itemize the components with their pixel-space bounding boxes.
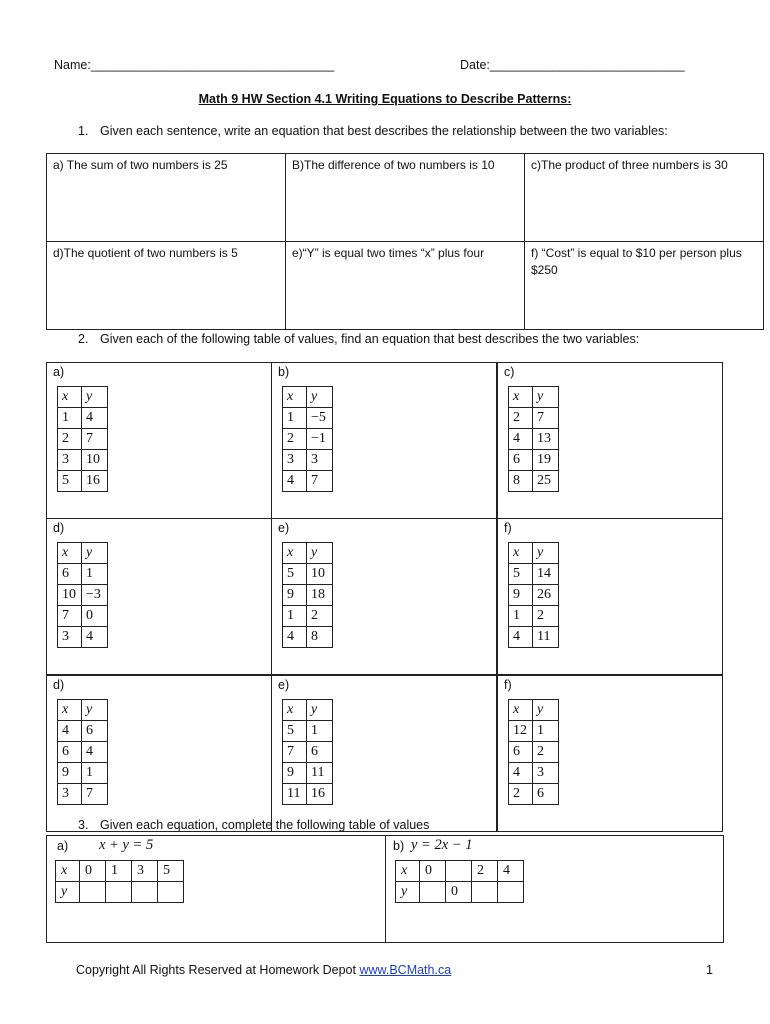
y-value: 2 <box>533 742 559 763</box>
q3b-y-cell <box>498 882 524 903</box>
y-value: 0 <box>82 606 108 627</box>
y-value: 25 <box>533 471 559 492</box>
y-value: 7 <box>82 429 108 450</box>
y-value: −3 <box>82 585 108 606</box>
q3a-x-label: x <box>56 861 80 882</box>
x-value: 2 <box>509 408 533 429</box>
q2-cell <box>46 362 272 519</box>
x-value: 1 <box>509 606 533 627</box>
x-value: 4 <box>509 627 533 648</box>
y-header: y <box>82 543 108 564</box>
q3b-x-cell: 4 <box>498 861 524 882</box>
q1-cell-c: c)The product of three numbers is 30 <box>525 154 764 242</box>
x-value: 1 <box>283 606 307 627</box>
q3a-x-cell: 3 <box>132 861 158 882</box>
x-value: 11 <box>283 784 307 805</box>
y-value: 3 <box>307 450 333 471</box>
x-value: 4 <box>509 763 533 784</box>
x-value: 6 <box>58 564 82 585</box>
q3b-y-cell <box>420 882 446 903</box>
q1-number: 1. <box>78 124 89 138</box>
q3a-label: a) <box>57 839 69 853</box>
q3a-y-label: y <box>56 882 80 903</box>
x-value: 4 <box>509 429 533 450</box>
x-value: 12 <box>509 721 533 742</box>
x-header: x <box>58 700 82 721</box>
q3b-table <box>395 860 524 903</box>
q2-table-label: a) <box>53 365 65 379</box>
q3-number: 3. <box>78 818 89 832</box>
x-header: x <box>509 387 533 408</box>
q3-prompt: Given each equation, complete the following table of values <box>100 818 430 832</box>
y-value: 4 <box>82 627 108 648</box>
page-title: Math 9 HW Section 4.1 Writing Equations to Describe Patterns: <box>198 92 572 106</box>
q3a-x-cell: 1 <box>106 861 132 882</box>
q3-divider <box>385 836 386 942</box>
y-value: 1 <box>307 721 333 742</box>
y-header: y <box>307 387 333 408</box>
x-value: 9 <box>58 763 82 784</box>
y-value: 4 <box>82 408 108 429</box>
y-value: 1 <box>82 564 108 585</box>
q2-table-label: b) <box>278 365 290 379</box>
footer <box>76 963 451 977</box>
name-field <box>54 58 334 72</box>
x-header: x <box>58 387 82 408</box>
q3a-equation: x + y = 5 <box>99 837 154 853</box>
x-value: 3 <box>58 784 82 805</box>
q3b-x-cell: 0 <box>420 861 446 882</box>
x-value: 8 <box>509 471 533 492</box>
x-value: 5 <box>283 721 307 742</box>
q2-number: 2. <box>78 332 89 346</box>
name-line: ___________________________________ <box>90 58 335 72</box>
y-header: y <box>533 543 559 564</box>
q2-cell <box>46 518 272 675</box>
y-value: −1 <box>307 429 333 450</box>
y-value: 4 <box>82 742 108 763</box>
q3a-x-cell: 0 <box>80 861 106 882</box>
q1-cell-f: f) “Cost” is equal to $10 per person plus $250 <box>525 242 764 330</box>
q2-cell <box>271 362 497 519</box>
q2-value-table <box>508 386 559 492</box>
y-value: 1 <box>533 721 559 742</box>
q2-value-table <box>57 699 108 805</box>
y-value: 19 <box>533 450 559 471</box>
q3b-x-cell <box>446 861 472 882</box>
x-value: 4 <box>283 471 307 492</box>
q2-value-table <box>57 542 108 648</box>
x-header: x <box>509 543 533 564</box>
q2-prompt: Given each of the following table of values, find an equation that best describes the two variables: <box>100 332 640 346</box>
y-value: 7 <box>533 408 559 429</box>
q2-table-label: e) <box>278 521 290 535</box>
x-value: 10 <box>58 585 82 606</box>
q3b-equation: y = 2x − 1 <box>411 837 473 853</box>
x-value: 6 <box>58 742 82 763</box>
q3b-x-label: x <box>396 861 420 882</box>
y-value: 11 <box>533 627 559 648</box>
y-value: 6 <box>82 721 108 742</box>
y-header: y <box>533 387 559 408</box>
y-value: 2 <box>307 606 333 627</box>
q2-grid <box>46 362 724 832</box>
q3b-x-cell: 2 <box>472 861 498 882</box>
x-value: 3 <box>283 450 307 471</box>
y-header: y <box>307 543 333 564</box>
y-value: 14 <box>533 564 559 585</box>
date-line: ____________________________ <box>489 58 685 72</box>
y-value: 1 <box>82 763 108 784</box>
x-value: 1 <box>58 408 82 429</box>
q3a-y-cell <box>106 882 132 903</box>
q2-value-table <box>508 699 559 805</box>
x-value: 9 <box>283 763 307 784</box>
q2-value-table <box>282 699 333 805</box>
y-value: 6 <box>307 742 333 763</box>
y-value: 7 <box>307 471 333 492</box>
x-header: x <box>283 700 307 721</box>
q2-cell <box>271 675 497 832</box>
q2-cell <box>497 362 723 519</box>
q2-table-label: f) <box>504 678 512 692</box>
x-value: 9 <box>283 585 307 606</box>
footer-copyright: Copyright All Rights Reserved at Homework Depot <box>76 963 356 977</box>
x-value: 3 <box>58 627 82 648</box>
x-value: 7 <box>58 606 82 627</box>
y-value: 16 <box>307 784 333 805</box>
q3a-x-cell: 5 <box>158 861 184 882</box>
y-value: 3 <box>533 763 559 784</box>
x-value: 3 <box>58 450 82 471</box>
q2-cell <box>497 675 723 832</box>
date-label: Date: <box>460 58 490 72</box>
y-header: y <box>307 700 333 721</box>
x-value: 4 <box>283 627 307 648</box>
x-value: 9 <box>509 585 533 606</box>
q3b-label: b) <box>393 839 405 853</box>
x-value: 5 <box>58 471 82 492</box>
date-field <box>460 58 685 72</box>
q3-box <box>46 835 724 943</box>
y-value: 2 <box>533 606 559 627</box>
x-value: 5 <box>283 564 307 585</box>
q3a-y-cell <box>132 882 158 903</box>
q2-table-label: f) <box>504 521 512 535</box>
x-value: 5 <box>509 564 533 585</box>
x-value: 7 <box>283 742 307 763</box>
q2-cell <box>497 518 723 675</box>
x-value: 6 <box>509 742 533 763</box>
q2-table-label: e) <box>278 678 290 692</box>
y-value: 10 <box>307 564 333 585</box>
q3b-y-cell: 0 <box>446 882 472 903</box>
x-value: 4 <box>58 721 82 742</box>
q2-table-label: d) <box>53 521 65 535</box>
x-value: 1 <box>283 408 307 429</box>
q1-cell-d: d)The quotient of two numbers is 5 <box>47 242 286 330</box>
q3b-y-cell <box>472 882 498 903</box>
q2-cell <box>46 675 272 832</box>
x-value: 2 <box>58 429 82 450</box>
q2-value-table <box>508 542 559 648</box>
y-value: 26 <box>533 585 559 606</box>
q3a-y-cell <box>158 882 184 903</box>
y-value: −5 <box>307 408 333 429</box>
q1-prompt: Given each sentence, write an equation that best describes the relationship between the two variables: <box>100 124 668 138</box>
x-header: x <box>283 543 307 564</box>
q2-value-table <box>57 386 108 492</box>
x-header: x <box>509 700 533 721</box>
y-value: 18 <box>307 585 333 606</box>
x-header: x <box>58 543 82 564</box>
q1-cell-b: B)The difference of two numbers is 10 <box>286 154 525 242</box>
y-value: 8 <box>307 627 333 648</box>
y-value: 11 <box>307 763 333 784</box>
page-number: 1 <box>706 963 713 977</box>
y-value: 7 <box>82 784 108 805</box>
q2-value-table <box>282 386 333 492</box>
x-value: 6 <box>509 450 533 471</box>
q1-cell-e: e)“Y” is equal two times “x” plus four <box>286 242 525 330</box>
y-value: 13 <box>533 429 559 450</box>
y-value: 16 <box>82 471 108 492</box>
y-header: y <box>82 387 108 408</box>
y-header: y <box>82 700 108 721</box>
q2-cell <box>271 518 497 675</box>
y-value: 10 <box>82 450 108 471</box>
q3a-table <box>55 860 184 903</box>
y-value: 6 <box>533 784 559 805</box>
q2-table-label: d) <box>53 678 65 692</box>
q3b-y-label: y <box>396 882 420 903</box>
x-value: 2 <box>509 784 533 805</box>
y-header: y <box>533 700 559 721</box>
q2-table-label: c) <box>504 365 515 379</box>
q3a-y-cell <box>80 882 106 903</box>
x-header: x <box>283 387 307 408</box>
x-value: 2 <box>283 429 307 450</box>
q1-table <box>46 153 764 330</box>
q2-value-table <box>282 542 333 648</box>
footer-link[interactable]: www.BCMath.ca <box>359 963 452 977</box>
name-label: Name: <box>54 58 91 72</box>
q1-cell-a: a) The sum of two numbers is 25 <box>47 154 286 242</box>
